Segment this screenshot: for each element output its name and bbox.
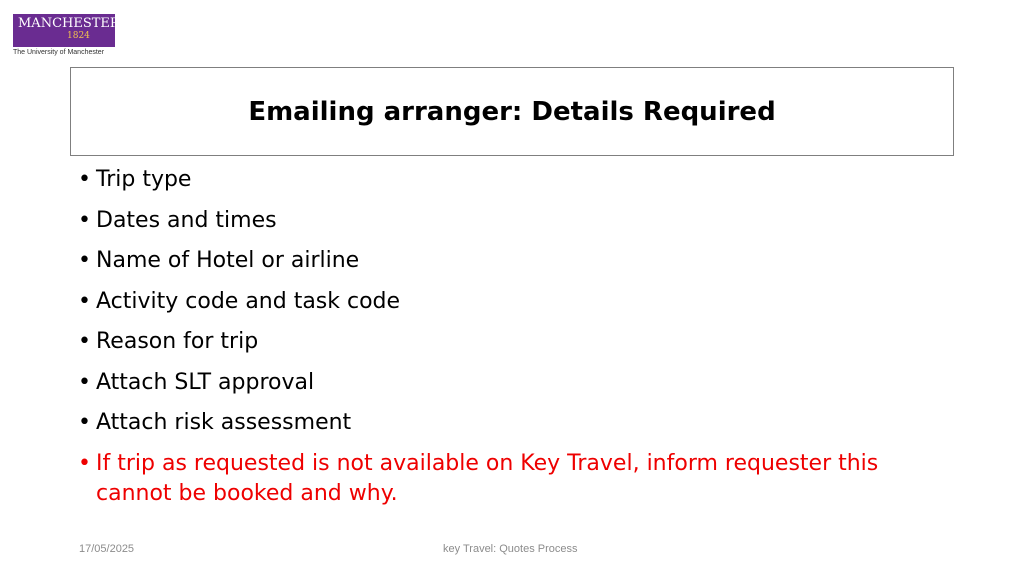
bullet-item: [78, 206, 938, 236]
bullet-text: Attach risk assessment: [96, 410, 352, 435]
bullet-dot-icon: •: [78, 288, 91, 314]
title-box: [70, 67, 954, 156]
logo-subtitle: The University of Manchester: [13, 49, 105, 56]
logo-year: 1824: [67, 31, 90, 41]
slide-title: Emailing arranger: Details Required: [248, 96, 776, 127]
bullet-list: [78, 165, 938, 519]
bullet-dot-icon: •: [78, 410, 91, 435]
bullet-text: Dates and times: [96, 207, 277, 233]
bullet-text: Trip type: [96, 167, 192, 192]
bullet-dot-icon: •: [78, 167, 91, 192]
bullet-text: Name of Hotel or airline: [96, 248, 360, 273]
bullet-item: [78, 327, 938, 357]
bullet-text: If trip as requested is not available on Key Travel, inform requester this cannot be booked and why.: [96, 450, 879, 506]
logo-wordmark: MANCHESTER: [18, 16, 120, 31]
bullet-item: [78, 165, 938, 195]
bullet-text: Reason for trip: [96, 329, 259, 354]
bullet-item: [78, 287, 938, 317]
bullet-text: Activity code and task code: [96, 288, 401, 314]
bullet-dot-icon: •: [78, 248, 91, 273]
logo-badge: [13, 14, 120, 47]
footer-title: key Travel: Quotes Process: [443, 543, 578, 555]
bullet-dot-icon: •: [78, 207, 91, 233]
bullet-item: [78, 246, 938, 276]
bullet-item: [78, 368, 938, 398]
bullet-text: Attach SLT approval: [96, 369, 315, 395]
bullet-dot-icon: •: [78, 450, 91, 476]
bullet-item-highlight: [78, 449, 938, 509]
university-logo: [13, 14, 120, 60]
bullet-dot-icon: •: [78, 329, 91, 354]
footer-date: 17/05/2025: [79, 543, 135, 555]
bullet-item: [78, 408, 938, 438]
bullet-dot-icon: •: [78, 369, 91, 395]
